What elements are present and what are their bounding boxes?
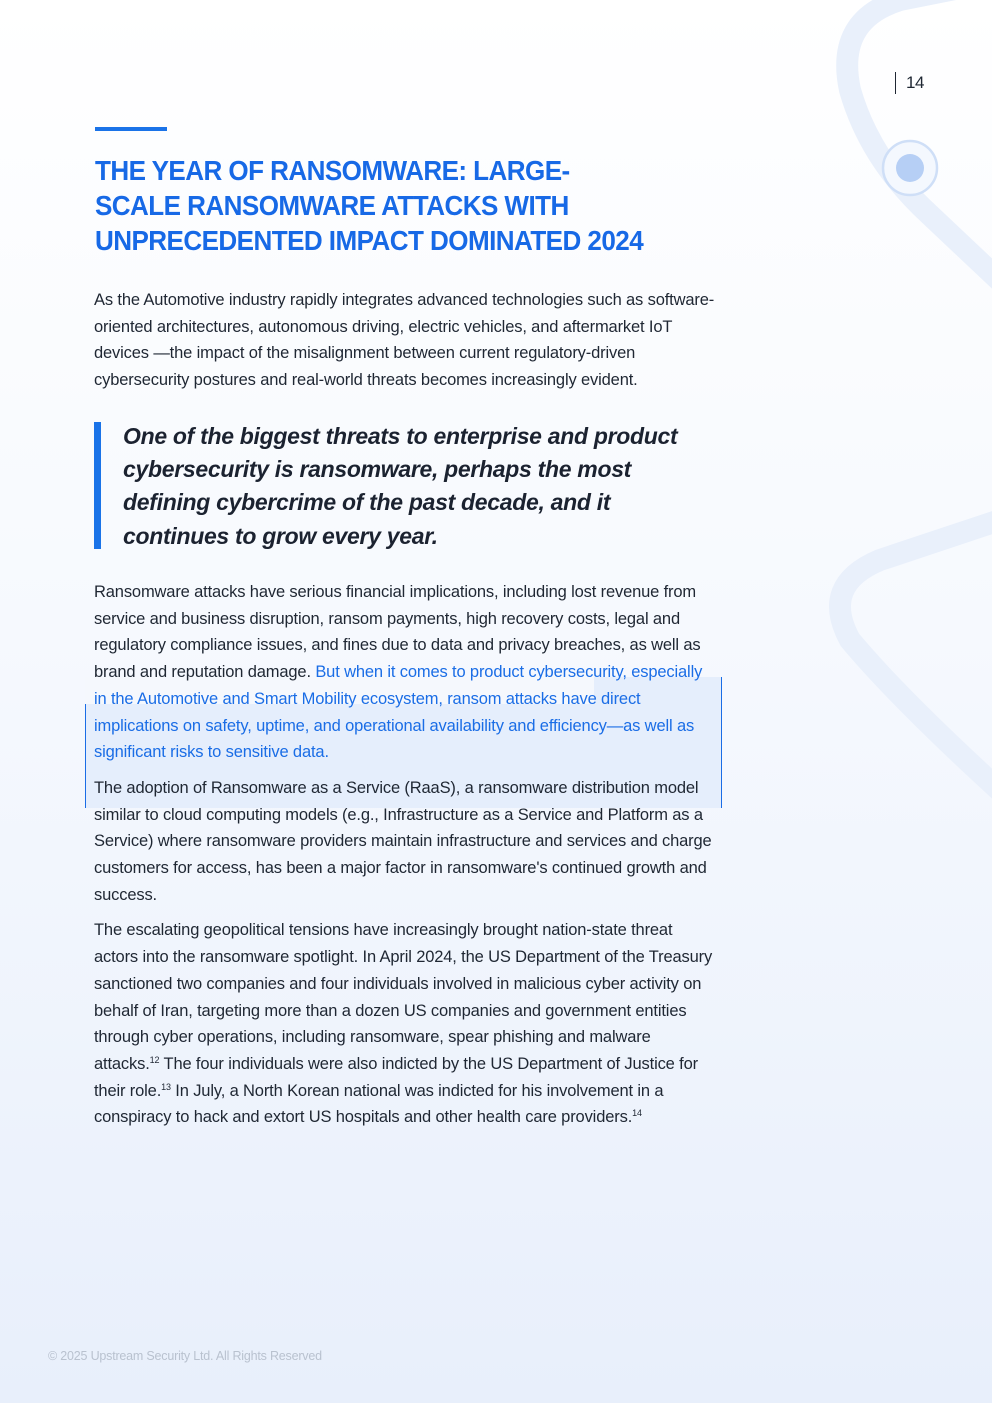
title-line-1: THE YEAR OF RANSOMWARE: LARGE- xyxy=(95,155,570,186)
pull-quote-text: One of the biggest threats to enterprise and product cybersecurity is ransomware, perhaps the most defining cybercrime of the past decade, and it continues to grow every year. xyxy=(123,422,678,549)
geopolitics-text-2: The four individuals were also indicted by the US Department of Justice for their role. xyxy=(94,1054,698,1100)
page-number: 14 xyxy=(895,72,924,94)
pull-quote-bar xyxy=(94,422,101,549)
geopolitics-text-1: The escalating geopolitical tensions have increasingly brought nation-state threat actors into the ransomware spotlight. In April 2024, the US Department of the Treasury sanctioned two companies and four individuals involved in malicious cyber activity on behalf of Iran, targeting more than a dozen US companies and government entities through cyber operations, including ransomware, spear phishing and malware attacks. xyxy=(94,921,713,1073)
footnote-ref-14: 14 xyxy=(632,1108,642,1119)
pull-quote xyxy=(94,420,719,553)
footnote-ref-12: 12 xyxy=(149,1054,160,1065)
footnote-ref-13: 13 xyxy=(161,1081,171,1092)
title-line-2: SCALE RANSOMWARE ATTACKS WITH xyxy=(95,190,569,221)
title-line-3: UNPRECEDENTED IMPACT DOMINATED 2024 xyxy=(95,225,644,256)
title-accent-rule xyxy=(95,127,167,131)
impact-highlight-text: But when it comes to product cybersecurity, especially in the Automotive and Smart Mobility ecosystem, ransom attacks have direct implications on safety, uptime, and operational availability and efficiency—as well as significant risks to sensitive data. xyxy=(94,663,703,762)
intro-paragraph: As the Automotive industry rapidly integrates advanced technologies such as software-oriented architectures, autonomous driving, electric vehicles, and aftermarket IoT devices —the impact of the misalignment between current regulatory-driven cybersecurity postures and real-world threats becomes increasingly evident. xyxy=(94,291,715,390)
impact-paragraph xyxy=(94,579,719,766)
raas-paragraph: The adoption of Ransomware as a Service (RaaS), a ransomware distribution model similar to cloud computing models (e.g., Infrastructure as a Service and Platform as a Service) where ransomware providers maintain infrastructure and services and charge customers for access, has been a major factor in ransomware's continued growth and success. xyxy=(94,778,712,904)
geopolitics-paragraph xyxy=(94,917,719,1131)
impact-text: Ransomware attacks have serious financial implications, including lost revenue from service and business disruption, ransom payments, high recovery costs, legal and regulatory compliance issues, and fines due to data and privacy breaches, as well as brand and reputation damage. xyxy=(94,583,701,682)
geopolitics-text-3: In July, a North Korean national was indicted for his involvement in a conspiracy to hack and extort US hospitals and other health care providers. xyxy=(94,1081,664,1127)
article-body xyxy=(94,287,719,1131)
page-title xyxy=(95,153,690,258)
copyright-footer: © 2025 Upstream Security Ltd. All Rights Reserved xyxy=(48,1349,322,1363)
